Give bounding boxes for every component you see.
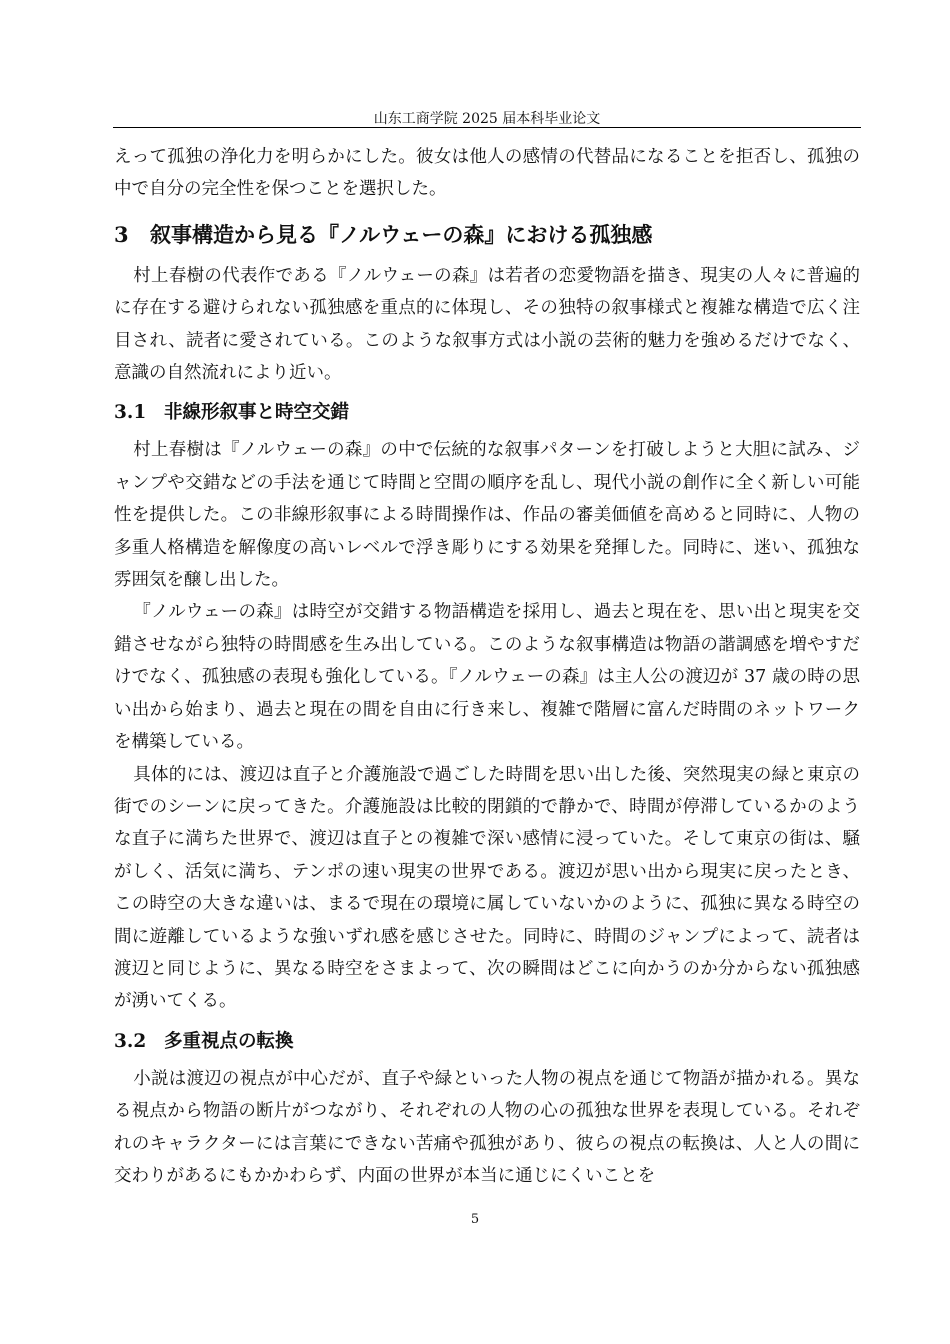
- header-rule: [113, 127, 861, 128]
- continued-paragraph: えって孤独の浄化力を明らかにした。彼女は他人の感情の代替品になることを拒否し、孤独の中で自分の完全性を保つことを選択した。: [114, 147, 860, 200]
- section-3-number: 3: [114, 221, 129, 247]
- section-3-heading: [114, 218, 860, 252]
- section-3-1-paragraph-2: 『ノルウェーの森』は時空が交錯する物語構造を採用し、過去と現在を、思い出と現実を交錯させながら独特の時間感を生み出している。このような叙事構造は物語の諧調感を増やすだけでなく、孤独感の表現も強化している。『ノルウェーの森』は主人公の渡辺が 37 歳の時の思い出から始まり、過去と現在の間を自由に行き来し、複雑で階層に富んだ時間のネットワークを構築している。: [114, 602, 860, 753]
- page-body: [114, 141, 860, 1192]
- section-3-title: 叙事構造から見る『ノルウェーの森』における孤独感: [150, 221, 653, 247]
- section-3-1-paragraph-1: 村上春樹は『ノルウェーの森』の中で伝統的な叙事パターンを打破しようと大胆に試み、ジャンプや交錯などの手法を通じて時間と空間の順序を乱し、現代小説の創作に全く新しい可能性を提供した。この非線形叙事による時間操作は、作品の審美価値を高めると同時に、人物の多重人格構造を解像度の高いレベルで浮き彫りにする効果を発揮した。同時に、迷い、孤独な雰囲気を醸し出した。: [114, 440, 860, 591]
- section-3-2-heading: [114, 1027, 860, 1057]
- section-3-2-title: 多重視点の転換: [164, 1030, 294, 1052]
- section-3-1-paragraph-3: 具体的には、渡辺は直子と介護施設で過ごした時間を思い出した後、突然現実の緑と東京の街でのシーンに戻ってきた。介護施設は比較的閉鎖的で静かで、時間が停滞しているかのような直子に満ちた世界で、渡辺は直子との複雑で深い感情に浸っていた。そして東京の街は、騒がしく、活気に満ち、テンポの速い現実の世界である。渡辺が思い出から現実に戻ったとき、この時空の大きな違いは、まるで現在の環境に属していないかのように、孤独に異なる時空の間に遊離しているような強いずれ感を感じさせた。同時に、時間のジャンプによって、読者は渡辺と同じように、異なる時空をさまよって、次の瞬間はどこに向かうのか分からない孤独感が湧いてくる。: [114, 764, 860, 1012]
- running-header: 山东工商学院 2025 届本科毕业论文: [373, 111, 601, 127]
- section-3-2-paragraph: 小説は渡辺の視点が中心だが、直子や緑といった人物の視点を通じて物語が描かれる。異なる視点から物語の断片がつながり、それぞれの人物の心の孤独な世界を表現している。それぞれのキャラクターには言葉にできない苦痛や孤独があり、彼らの視点の転換は、人と人の間に交わりがあるにもかかわらず、内面の世界が本当に通じにくいことを: [114, 1068, 860, 1186]
- section-3-1-heading: [114, 398, 860, 428]
- section-3-1-number: 3.1: [114, 402, 147, 424]
- page-number: 5: [470, 1212, 480, 1227]
- section-3-paragraph: 村上春樹の代表作である『ノルウェーの森』は若者の恋愛物語を描き、現実の人々に普遍的に存在する避けられない孤独感を重点的に体現し、その独特の叙事様式と複雑な構造で広く注目され、読者に愛されている。このような叙事方式は小説の芸術的魅力を強めるだけでなく、意識の自然流れにより近い。: [114, 265, 860, 384]
- section-3-1-title: 非線形叙事と時空交錯: [164, 402, 350, 424]
- section-3-2-number: 3.2: [114, 1030, 147, 1052]
